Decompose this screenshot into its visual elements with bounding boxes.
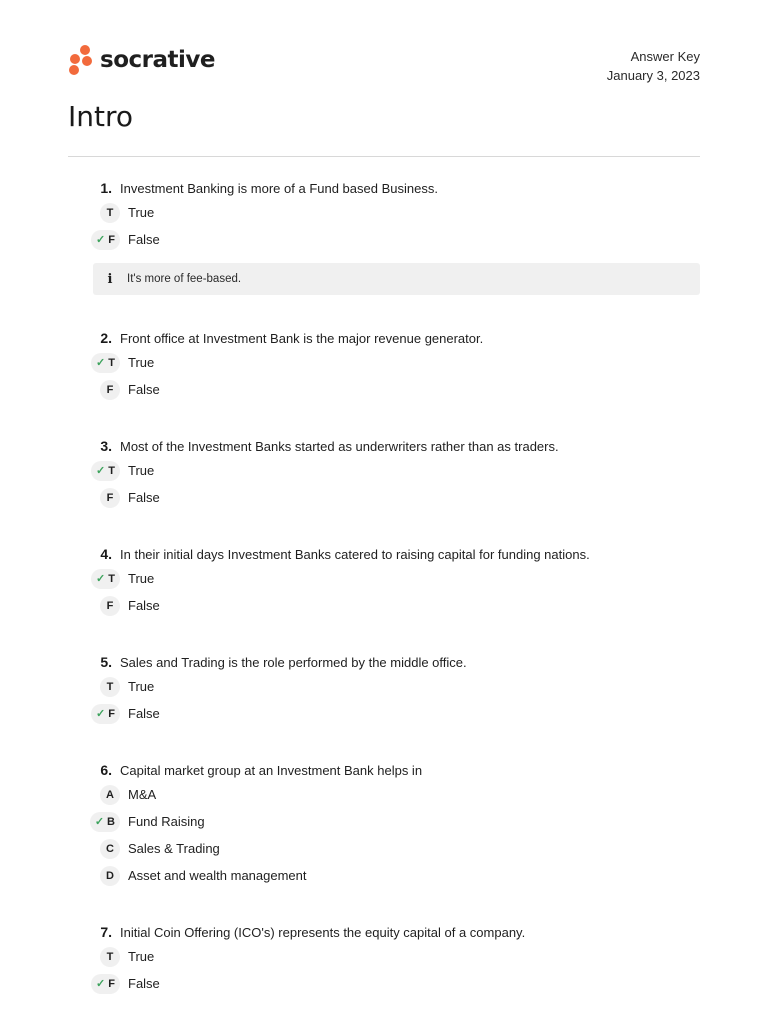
option-text: M&A [128,787,157,802]
question-row [86,435,700,457]
option-key: B [107,815,115,828]
answer-option [86,457,700,484]
question-text: In their initial days Investment Banks catered to raising capital for funding nations. [120,546,590,562]
option-pill [100,488,120,508]
option-key: F [108,977,115,990]
question-row [86,921,700,943]
question-row [86,651,700,673]
question-number: 6. [100,762,112,778]
option-pill [100,380,120,400]
question-text: Front office at Investment Bank is the major revenue generator. [120,330,484,346]
option-badge [86,203,120,223]
question-2 [86,327,700,403]
question-1 [86,177,700,295]
option-text: True [128,205,155,220]
question-text: Investment Banking is more of a Fund based Business. [120,180,438,196]
option-badge [86,230,120,250]
correct-option-pill [91,704,120,724]
option-key: F [108,707,115,720]
option-badge [86,596,120,616]
option-text: True [128,571,155,586]
page-title: Intro [68,100,134,133]
answer-key-label: Answer Key [630,49,700,64]
checkmark-icon: ✓ [96,465,106,477]
explanation-note [93,263,700,295]
logo-mark-icon [68,44,94,76]
checkmark-icon: ✓ [96,573,106,585]
question-number: 5. [100,654,112,670]
option-badge [86,353,120,373]
option-key: T [108,572,115,585]
question-list [86,177,700,1029]
question-number: 3. [100,438,112,454]
option-key: T [106,680,114,693]
correct-option-pill [91,461,120,481]
question-number: 1. [100,180,112,196]
answer-option [86,673,700,700]
answer-option [86,349,700,376]
answer-option [86,943,700,970]
option-badge [86,839,120,859]
answer-option [86,970,700,997]
option-key: F [106,491,114,504]
checkmark-icon: ✓ [96,708,106,720]
answer-option [86,808,700,835]
option-text: True [128,949,155,964]
option-key: T [106,950,114,963]
option-pill [100,203,120,223]
checkmark-icon: ✓ [96,234,106,246]
answer-option [86,592,700,619]
correct-option-pill [91,569,120,589]
checkmark-icon: ✓ [96,978,106,990]
option-text: True [128,679,155,694]
answer-option [86,700,700,727]
option-badge [86,812,120,832]
answer-option [86,565,700,592]
answer-option [86,376,700,403]
option-text: False [128,976,160,991]
option-text: False [128,490,160,505]
question-4 [86,543,700,619]
correct-option-pill [91,230,120,250]
option-text: False [128,598,160,613]
option-pill [100,866,120,886]
document-date: January 3, 2023 [606,68,700,83]
document-meta [607,47,700,85]
option-pill [100,947,120,967]
option-key: C [106,842,114,855]
question-row [86,177,700,199]
question-number: 4. [100,546,112,562]
option-text: False [128,382,160,397]
question-6 [86,759,700,889]
option-key: T [108,464,115,477]
option-key: F [108,233,115,246]
question-number: 7. [100,924,112,940]
option-key: F [106,383,114,396]
socrative-logo [68,44,215,76]
question-text: Capital market group at an Investment Bank helps in [120,762,423,778]
option-badge [86,785,120,805]
answer-option [86,781,700,808]
correct-option-pill [91,974,120,994]
option-text: Fund Raising [128,814,205,829]
option-badge [86,974,120,994]
logo-text: socrative [100,47,215,73]
option-badge [86,380,120,400]
option-text: True [128,463,155,478]
option-text: Sales & Trading [128,841,220,856]
checkmark-icon: ✓ [96,357,106,369]
answer-option [86,199,700,226]
info-icon: i [107,271,113,287]
checkmark-icon: ✓ [94,816,105,828]
option-badge [86,488,120,508]
option-key: T [106,206,114,219]
explanation-text: It's more of fee-based. [127,273,242,285]
option-key: F [106,599,114,612]
option-pill [100,677,120,697]
answer-option [86,862,700,889]
option-badge [86,704,120,724]
option-text: False [128,706,160,721]
option-text: Asset and wealth management [128,868,307,883]
option-key: D [106,869,114,882]
title-divider [68,156,700,157]
question-row [86,759,700,781]
correct-option-pill [91,353,120,373]
option-badge [86,569,120,589]
option-text: True [128,355,155,370]
option-key: A [106,788,114,801]
correct-option-pill [90,812,120,832]
question-number: 2. [100,330,112,346]
question-text: Initial Coin Offering (ICO's) represents the equity capital of a company. [120,924,526,940]
option-key: T [108,356,115,369]
page-header [68,44,700,84]
option-pill [100,839,120,859]
option-badge [86,866,120,886]
option-pill [100,785,120,805]
question-row [86,327,700,349]
option-text: False [128,232,160,247]
option-badge [86,947,120,967]
question-5 [86,651,700,727]
question-text: Most of the Investment Banks started as underwriters rather than as traders. [120,438,559,454]
question-text: Sales and Trading is the role performed by the middle office. [120,654,467,670]
answer-option [86,484,700,511]
option-badge [86,461,120,481]
question-3 [86,435,700,511]
question-7 [86,921,700,997]
question-row [86,543,700,565]
answer-option [86,226,700,253]
option-pill [100,596,120,616]
option-badge [86,677,120,697]
answer-option [86,835,700,862]
